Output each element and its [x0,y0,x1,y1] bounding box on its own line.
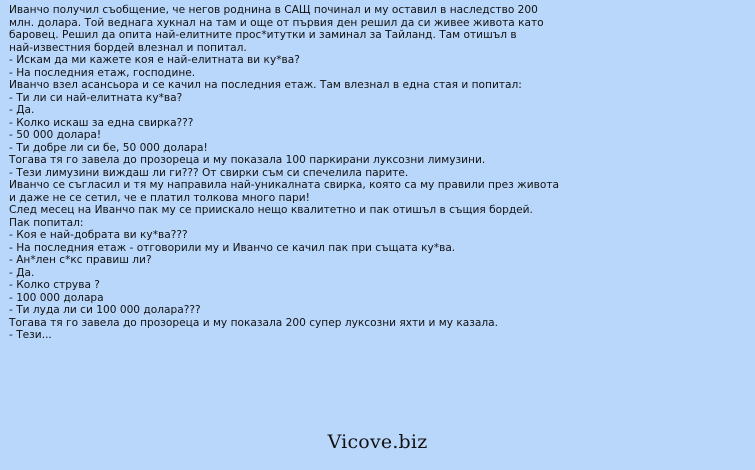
joke-line: След месец на Иванчо пак му се приискало нещо квалитетно и пак отишъл в същия бордей. [9,204,533,216]
joke-line: - Колко струва ? [9,279,100,291]
joke-line: - Да. [9,266,35,279]
joke-line: - Ти луда ли си 100 000 долара??? [9,304,201,316]
joke-line: - 50 000 долара! [9,129,102,141]
joke-line: Иванчо се съгласил и тя му направила най-уникалната свирка, която са му правили през живота [9,179,559,191]
joke-line: - Да. [9,104,35,116]
joke-line: - Искам да ми кажете коя е най-елитната ви ку*ва? [9,54,300,66]
joke-line: - Колко искаш за една свирка??? [9,116,194,129]
joke-line: Иванчо получил съобщение, че негов роднина в САЩ починал и му оставил в наследство 200 [9,4,538,16]
joke-line: Тогава тя го завела до прозореца и му показала 100 паркирани луксозни лимузини. [9,154,486,166]
joke-line: - Ти добре ли си бе, 50 000 долара! [9,141,208,154]
joke-line: най-известния бордей влезнал и попитал. [9,41,247,54]
joke-line: баровец. Решил да опита най-елитните прос*итутки и заминал за Тайланд. Там отишъл в [9,29,517,41]
joke-line: Иванчо взел асансьора и се качил на последния етаж. Там влезнал в една стая и попитал: [9,79,522,91]
joke-line: - Коя е най-добрата ви ку*ва??? [9,229,188,241]
joke-line: - 100 000 долара [9,291,104,304]
site-watermark: Vicove.biz [327,431,428,453]
joke-line: - Тези лимузини виждаш ли ги??? От свирки съм си спечелила парите. [9,166,409,179]
joke-line: - На последния етаж - отговорили му и Иванчо се качил пак при същата ку*ва. [9,241,456,254]
joke-line: и даже не се сетил, че е платил толкова много пари! [9,191,310,204]
joke-line: - Тези... [9,329,52,341]
joke-line: - Ти ли си най-елитната ку*ва? [9,91,183,104]
joke-text [9,4,749,342]
joke-line: - Ан*лен с*кс правиш ли? [9,254,152,266]
joke-line: Тогава тя го завела до прозореца и му показала 200 супер луксозни яхти и му казала. [9,316,498,329]
joke-line: Пак попитал: [9,216,84,229]
joke-line: млн. долара. Той веднага хукнал на там и още от първия ден решил да си живее живота като [9,16,544,29]
joke-line: - На последния етаж, господине. [9,66,196,79]
